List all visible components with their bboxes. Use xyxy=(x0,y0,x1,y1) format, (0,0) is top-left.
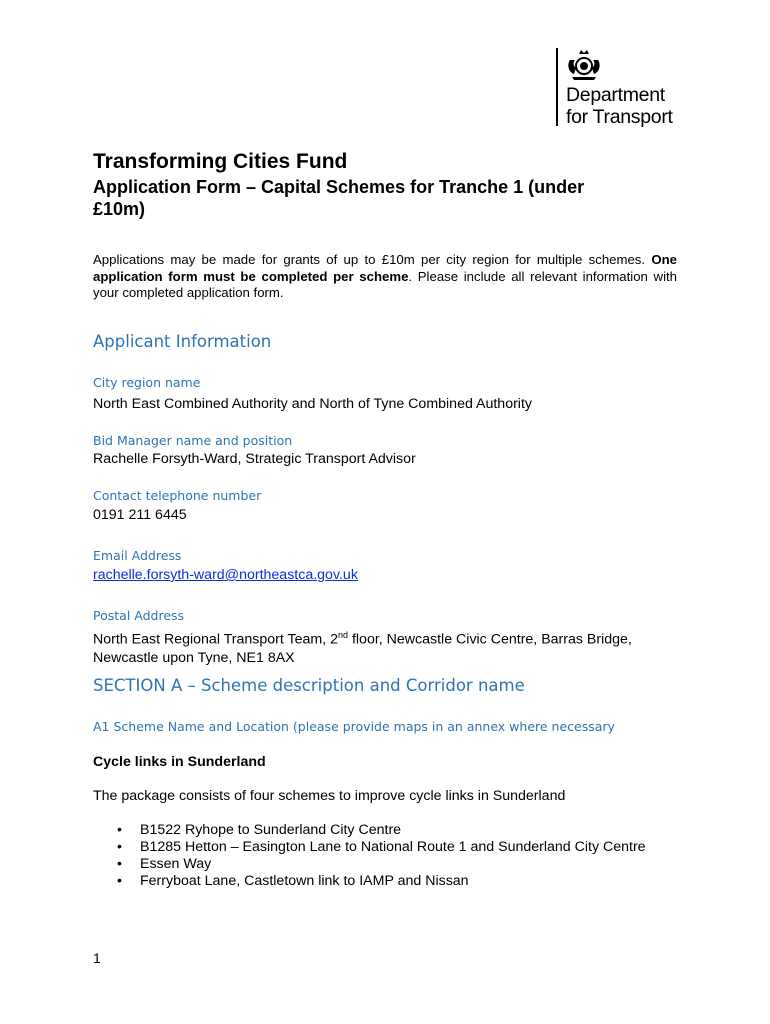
city-region-value: North East Combined Authority and North of Tyne Combined Authority xyxy=(93,396,532,412)
section-a-heading: SECTION A – Scheme description and Corridor name xyxy=(93,676,525,695)
email-value xyxy=(93,566,653,584)
list-item: • B1285 Hetton – Easington Lane to National Route 1 and Sunderland City Centre xyxy=(117,839,646,855)
logo-divider xyxy=(556,48,558,126)
city-region-label: City region name xyxy=(93,375,201,390)
royal-crest-icon xyxy=(566,48,602,82)
list-item: • Essen Way xyxy=(117,856,212,872)
intro-text-bold: One application form must be completed per scheme xyxy=(93,252,677,284)
logo-text-transport: for Transport xyxy=(566,106,673,128)
intro-text-end: . Please include all relevant information with your completed application form. xyxy=(93,268,678,300)
applicant-heading: Applicant Information xyxy=(93,332,272,351)
bullet-icon: • xyxy=(117,873,122,889)
list-item: • Ferryboat Lane, Castletown link to IAMP and Nissan xyxy=(117,873,469,889)
document-subtitle: Application Form – Capital Schemes for Tranche 1 (under £10m) xyxy=(93,177,585,219)
document-title: Transforming Cities Fund xyxy=(93,150,348,173)
list-item: • B1522 Ryhope to Sunderland City Centre xyxy=(117,822,402,838)
scheme-description: The package consists of four schemes to improve cycle links in Sunderland xyxy=(93,788,566,804)
postal-label: Postal Address xyxy=(93,608,185,623)
email-label: Email Address xyxy=(93,548,182,563)
phone-value: 0191 211 6445 xyxy=(93,507,187,523)
email-link[interactable]: rachelle.forsyth-ward@northeastca.gov.uk xyxy=(93,567,358,583)
postal-value xyxy=(93,626,653,667)
bullet-icon: • xyxy=(117,856,122,872)
phone-label: Contact telephone number xyxy=(93,488,262,503)
dft-logo xyxy=(556,48,696,132)
intro-text-start: Applications may be made for grants of up to £10m per city region for multiple schemes. xyxy=(93,252,646,267)
bullet-icon: • xyxy=(117,822,122,838)
scheme-name: Cycle links in Sunderland xyxy=(93,754,266,770)
bid-manager-value: Rachelle Forsyth-Ward, Strategic Transport Advisor xyxy=(93,451,416,467)
page-number: 1 xyxy=(93,950,101,966)
postal-part1: North East Regional Transport Team, 2 xyxy=(93,631,338,648)
postal-superscript: nd xyxy=(338,630,349,640)
a1-label: A1 Scheme Name and Location (please provide maps in an annex where necessary xyxy=(93,719,615,734)
logo-text-department: Department xyxy=(566,84,665,106)
intro-paragraph xyxy=(93,252,677,302)
scheme-list xyxy=(93,822,653,890)
postal-part2: floor, Newcastle Civic Centre, Barras Bridge, Newcastle upon Tyne, NE1 8AX xyxy=(93,631,632,666)
bid-manager-label: Bid Manager name and position xyxy=(93,433,293,448)
bullet-icon: • xyxy=(117,839,122,855)
